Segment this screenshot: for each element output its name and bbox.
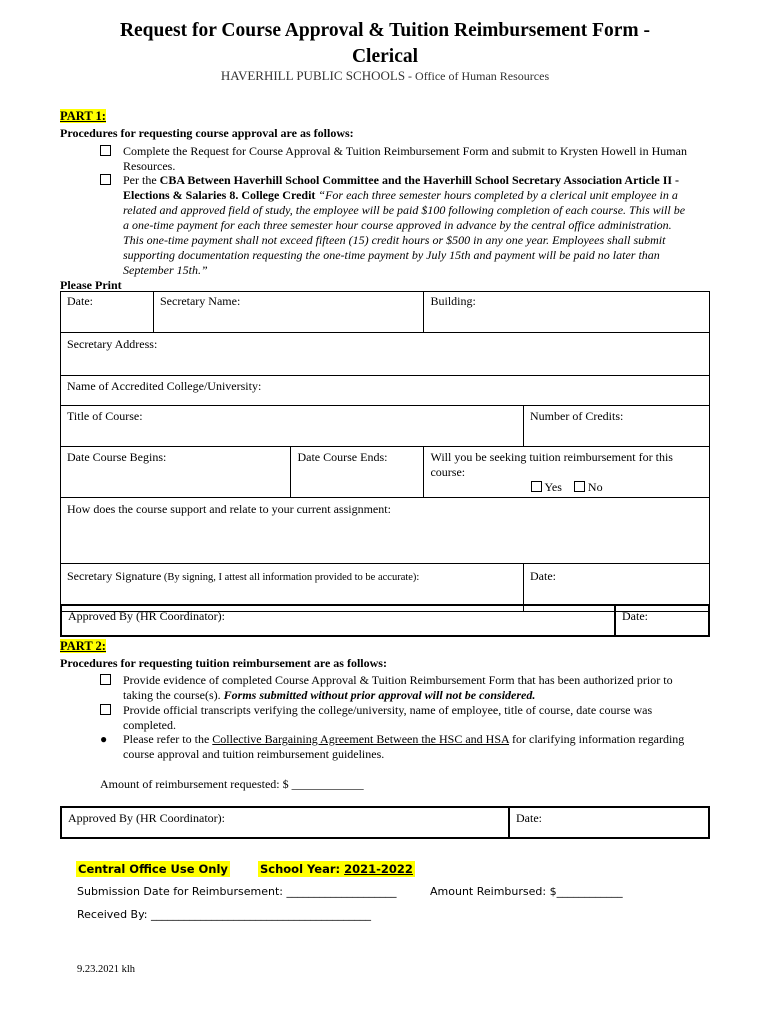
signature-date-field[interactable]: Date: (524, 564, 710, 612)
school-year: School Year: 2021-2022 (260, 862, 413, 876)
part2-approval-table (60, 806, 710, 839)
checkbox-icon (100, 144, 114, 159)
part2-item-2-text: Provide official transcripts verifying the college/university, name of employee, title of course, date course was completed. (123, 703, 653, 732)
checkbox-icon (100, 173, 114, 188)
date-field[interactable]: Date: (61, 292, 154, 333)
building-field[interactable]: Building: (424, 292, 710, 333)
submission-date-field[interactable]: Submission Date for Reimbursement: ____________________ (77, 885, 397, 898)
office-name: - Office of Human Resources (405, 69, 550, 83)
part1-label: PART 1: (60, 109, 106, 123)
course-begins-field[interactable]: Date Course Begins: (61, 447, 291, 498)
part1-approval-table (60, 604, 710, 637)
page-title (0, 18, 770, 70)
part2-approved-by-field[interactable]: Approved By (HR Coordinator): (61, 807, 509, 838)
amount-requested-field[interactable]: Amount of reimbursement requested: $ ____________ (100, 777, 364, 791)
course-title-field[interactable]: Title of Course: (61, 406, 524, 447)
checkbox-icon (100, 673, 114, 688)
part2-label: PART 2: (60, 639, 106, 653)
version-footer: 9.23.2021 klh (77, 964, 136, 975)
part1-item-1-text: Complete the Request for Course Approval & Tuition Reimbursement Form and submit to Krysten Howell in Human Resources. (123, 144, 687, 173)
school-year-value: 2021-2022 (344, 862, 413, 876)
part1-procedures: Procedures for requesting course approval are as follows: (60, 126, 354, 140)
part1-approved-date-field[interactable]: Date: (615, 605, 709, 636)
no-label: No (587, 480, 603, 494)
amount-reimbursed-field[interactable]: Amount Reimbursed: $____________ (430, 885, 623, 898)
yes-checkbox[interactable] (531, 481, 542, 492)
secretary-name-field[interactable]: Secretary Name: (154, 292, 424, 333)
cba-reference: CBA Between Haverhill School Committee and the Haverhill School Secretary Association Article II - Elections & Salaries 8. College Credit (123, 173, 680, 202)
central-office-label: Central Office Use Only (78, 862, 228, 876)
cba-link[interactable]: Collective Bargaining Agreement Between the HSC and HSA (212, 732, 510, 746)
checkbox-icon (100, 703, 114, 718)
please-print: Please Print (60, 278, 122, 292)
cba-quote: “For each three semester hours completed by a clerical unit employee in a related and approved field of study, the employee will be paid $100 following completion of each course. This will be a one-time payment for each three semester hour course approved in advance by the central office administration. This one-time payment shall not exceed fifteen (15) credit hours or $500 in any one year. Employees shall submit supporting documentation requesting the one-time payment by July 15th and payment will be paid no later than September 15th.” (123, 188, 686, 277)
part2-procedures: Procedures for requesting tuition reimbursement are as follows: (60, 656, 387, 670)
college-field[interactable]: Name of Accredited College/University: (61, 376, 710, 406)
tuition-question: Will you be seeking tuition reimbursement for this course: Yes No (424, 447, 710, 498)
course-ends-field[interactable]: Date Course Ends: (291, 447, 424, 498)
title-line-2: Clerical (351, 46, 419, 67)
course-support-field[interactable]: How does the course support and relate to your current assignment: (61, 498, 710, 564)
title-line-1: Request for Course Approval & Tuition Reimbursement Form - (119, 20, 651, 41)
part1-approved-by-field[interactable]: Approved By (HR Coordinator): (61, 605, 615, 636)
org-name: HAVERHILL PUBLIC SCHOOLS (220, 68, 406, 83)
received-by-field[interactable]: Received By: ________________________________________ (77, 908, 372, 921)
course-approval-table (60, 291, 710, 612)
bullet-icon: ● (100, 732, 108, 746)
org-subtitle (0, 68, 770, 84)
prior-approval-warning: Forms submitted without prior approval will not be considered. (223, 688, 536, 702)
secretary-address-field[interactable]: Secretary Address: (61, 333, 710, 376)
signature-field[interactable]: Secretary Signature (By signing, I attest all information provided to be accurate): (61, 564, 524, 612)
no-checkbox[interactable] (574, 481, 585, 492)
item2-pre: Per the (123, 173, 160, 187)
part2-approved-date-field[interactable]: Date: (509, 807, 709, 838)
credits-field[interactable]: Number of Credits: (524, 406, 710, 447)
yes-label: Yes (544, 480, 562, 494)
